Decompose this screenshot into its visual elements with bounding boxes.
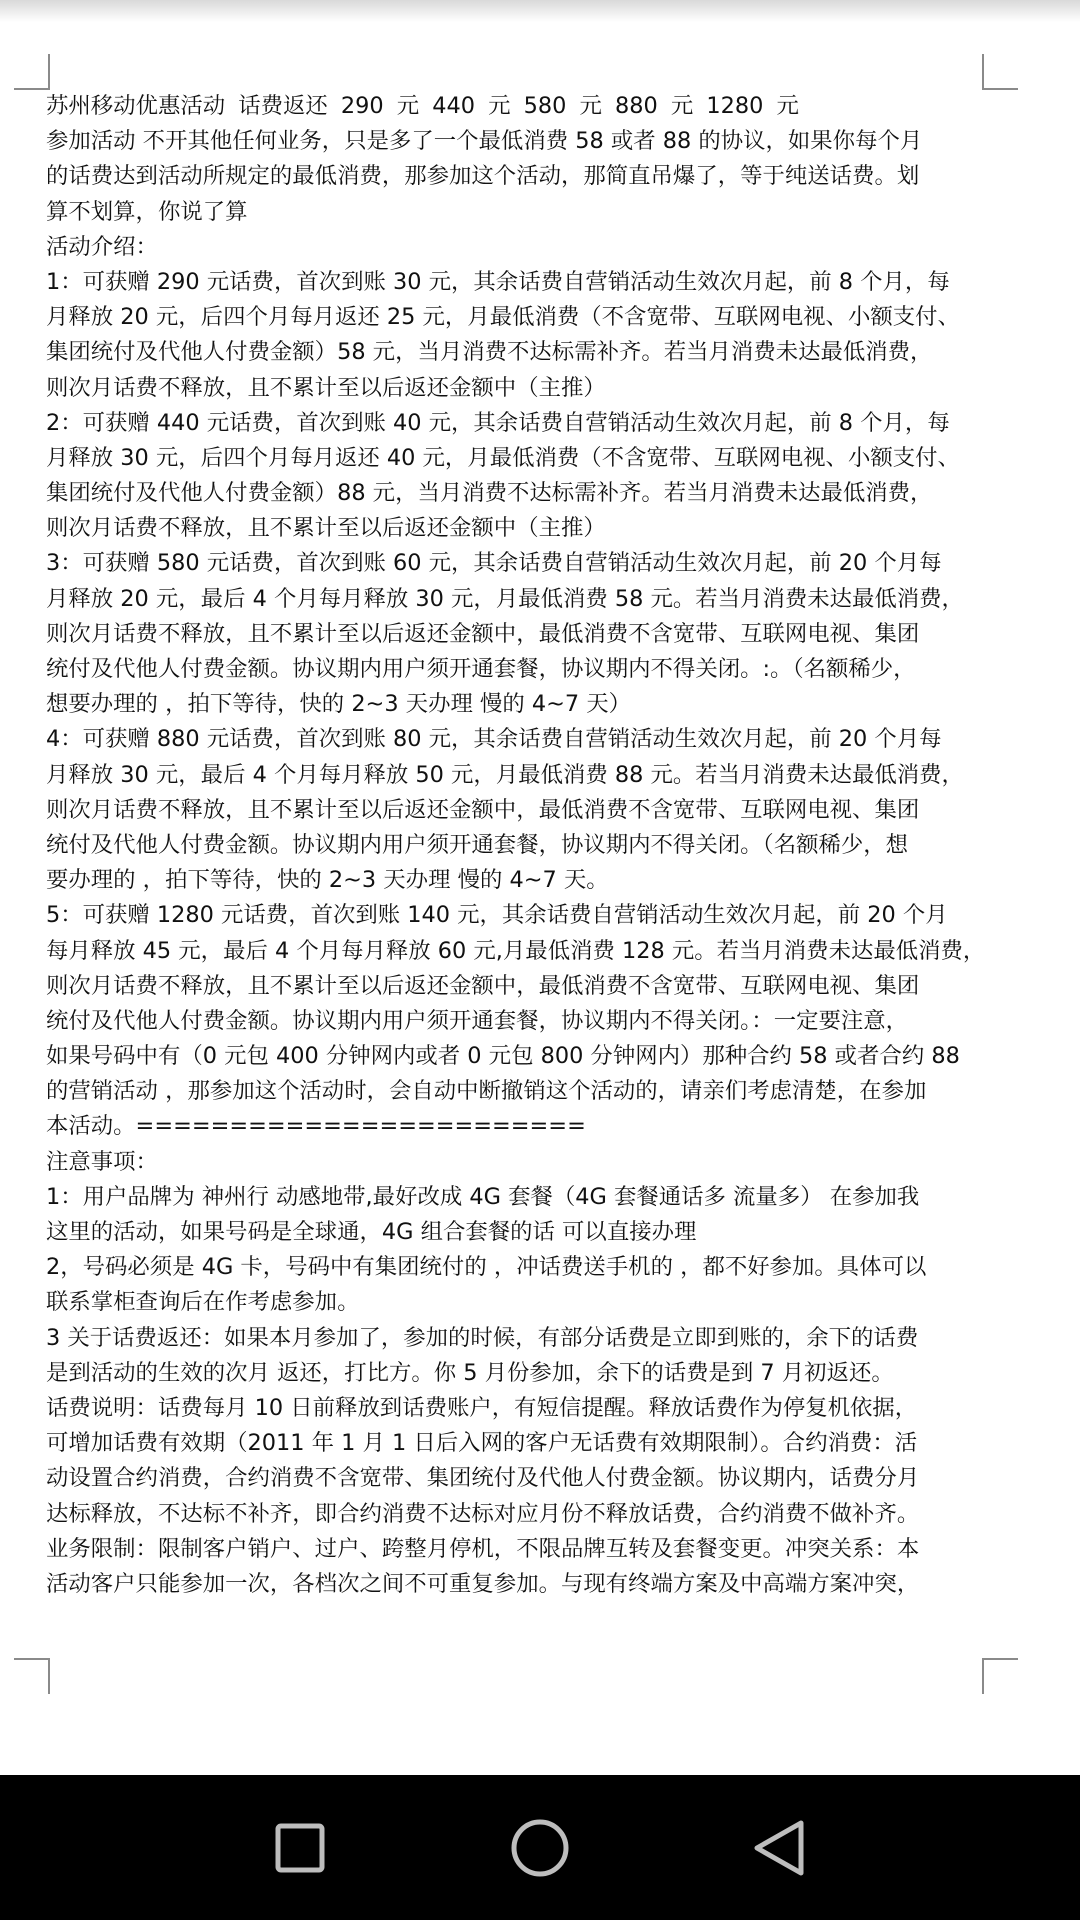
text-line: 的营销活动 ，那参加这个活动时，会自动中断撤销这个活动的，请亲们考虑清楚，在参加	[46, 1078, 927, 1105]
text-line: 的话费达到活动所规定的最低消费，那参加这个活动，那简直吊爆了，等于纯送话费。划	[46, 163, 920, 190]
text-line: 统付及代他人付费金额。协议期内用户须开通套餐，协议期内不得关闭。（名额稀少，想	[46, 831, 909, 858]
text-line: 参加活动 不开其他任何业务，只是多了一个最低消费 58 或者 88 的协议，如果你每个月	[46, 128, 923, 155]
system-navigation-bar	[0, 1775, 1080, 1920]
back-button[interactable]	[725, 1793, 835, 1903]
text-line: 这里的活动，如果号码是全球通，4G 组合套餐的话 可以直接办理	[46, 1219, 697, 1245]
text-line: 本活动。========================	[46, 1113, 586, 1140]
crop-mark-bottom-right	[982, 1658, 1018, 1694]
text-line: 达标释放，不达标不补齐，即合约消费不达标对应月份不释放话费，合约消费不做补齐。	[46, 1500, 920, 1527]
text-line: 活动客户只能参加一次，各档次之间不可重复参加。与现有终端方案及中高端方案冲突，	[46, 1570, 920, 1597]
square-icon	[270, 1818, 330, 1878]
document-text	[46, 89, 986, 1602]
home-button[interactable]	[485, 1793, 595, 1903]
document-title-line: 苏州移动优惠活动 话费返还 290 元 440 元 580 元 880 元 1280 元	[46, 93, 799, 119]
text-line: 如果号码中有（0 元包 400 分钟网内或者 0 元包 800 分钟网内）那种合约 58 或者合约 88	[46, 1043, 960, 1070]
text-line: 集团统付及代他人付费金额）58 元，当月消费不达标需补齐。若当月消费未达最低消费，	[46, 339, 933, 366]
text-line: 联系掌柜查询后在作考虑参加。	[46, 1289, 360, 1316]
text-line: 是到活动的生效的次月 返还，打比方。你 5 月份参加，余下的话费是到 7 月初返还。	[46, 1359, 894, 1386]
text-line: 1：用户品牌为 神州行 动感地带,最好改成 4G 套餐（4G 套餐通话多 流量多） 在参加我	[46, 1183, 920, 1210]
text-line: 则次月话费不释放，且不累计至以后返还金额中（主推）	[46, 374, 606, 401]
text-line: 4：可获赠 880 元话费，首次到账 80 元，其余话费自营销活动生效次月起，前 20 个月每	[46, 726, 942, 753]
triangle-back-icon	[747, 1815, 813, 1881]
text-line: 月释放 20 元，后四个月每月返还 25 元，月最低消费（不含宽带、互联网电视、小额支付、	[46, 304, 960, 331]
text-line: 每月释放 45 元，最后 4 个月每月释放 60 元,月最低消费 128 元。若当月消费未达最低消费，	[46, 937, 986, 964]
crop-mark-top-left	[14, 54, 50, 90]
text-line: 可增加话费有效期（2011 年 1 月 1 日后入网的客户无话费有效期限制）。合约消费：活	[46, 1430, 918, 1457]
text-line: 统付及代他人付费金额。协议期内用户须开通套餐，协议期内不得关闭。:。（名额稀少，	[46, 656, 916, 682]
text-line: 要办理的 ，拍下等待，快的 2~3 天办理 慢的 4~7 天。	[46, 867, 609, 894]
text-line: 3 关于话费返还：如果本月参加了，参加的时候，有部分话费是立即到账的，余下的话费	[46, 1324, 919, 1351]
text-line: 月释放 30 元，最后 4 个月每月释放 50 元，月最低消费 88 元。若当月消费未达最低消费，	[46, 761, 964, 788]
text-line: 则次月话费不释放，且不累计至以后返还金额中（主推）	[46, 515, 606, 542]
text-line: 3：可获赠 580 元话费，首次到账 60 元，其余话费自营销活动生效次月起，前 20 个月每	[46, 550, 942, 577]
text-line: 算不划算，你说了算	[46, 198, 248, 225]
text-line: 集团统付及代他人付费金额）88 元，当月消费不达标需补齐。若当月消费未达最低消费，	[46, 480, 933, 507]
crop-mark-bottom-left	[14, 1658, 50, 1694]
text-line: 2，号码必须是 4G 卡，号码中有集团统付的 ，冲话费送手机的 ，都不好参加。具体可以	[46, 1254, 927, 1281]
text-line: 月释放 20 元，最后 4 个月每月释放 30 元，月最低消费 58 元。若当月消费未达最低消费，	[46, 585, 964, 612]
text-line: 动设置合约消费，合约消费不含宽带、集团统付及代他人付费金额。协议期内，话费分月	[46, 1465, 920, 1492]
text-line: 统付及代他人付费金额。协议期内用户须开通套餐，协议期内不得关闭。：一定要注意，	[46, 1007, 909, 1034]
text-line: 月释放 30 元，后四个月每月返还 40 元，月最低消费（不含宽带、互联网电视、小额支付、	[46, 444, 960, 471]
section-heading: 注意事项：	[46, 1148, 158, 1175]
text-line: 则次月话费不释放，且不累计至以后返还金额中，最低消费不含宽带、互联网电视、集团	[46, 620, 920, 647]
text-line: 则次月话费不释放，且不累计至以后返还金额中，最低消费不含宽带、互联网电视、集团	[46, 796, 920, 823]
top-shadow	[0, 0, 1080, 22]
recent-apps-button[interactable]	[245, 1793, 355, 1903]
circle-icon	[505, 1813, 575, 1883]
text-line: 1：可获赠 290 元话费，首次到账 30 元，其余话费自营销活动生效次月起，前 8 个月，每	[46, 268, 950, 295]
crop-mark-top-right	[982, 54, 1018, 90]
text-line: 想要办理的 ，拍下等待，快的 2~3 天办理 慢的 4~7 天）	[46, 691, 632, 718]
text-line: 则次月话费不释放，且不累计至以后返还金额中，最低消费不含宽带、互联网电视、集团	[46, 972, 920, 999]
text-line: 业务限制：限制客户销户、过户、跨整月停机，不限品牌互转及套餐变更。冲突关系：本	[46, 1535, 920, 1562]
section-heading: 活动介绍：	[46, 233, 158, 260]
text-line: 2：可获赠 440 元话费，首次到账 40 元，其余话费自营销活动生效次月起，前 8 个月，每	[46, 409, 950, 436]
text-line: 5：可获赠 1280 元话费，首次到账 140 元，其余话费自营销活动生效次月起，前 20 个月	[46, 902, 948, 929]
text-line: 话费说明：话费每月 10 日前释放到话费账户，有短信提醒。释放话费作为停复机依据，	[46, 1394, 918, 1421]
